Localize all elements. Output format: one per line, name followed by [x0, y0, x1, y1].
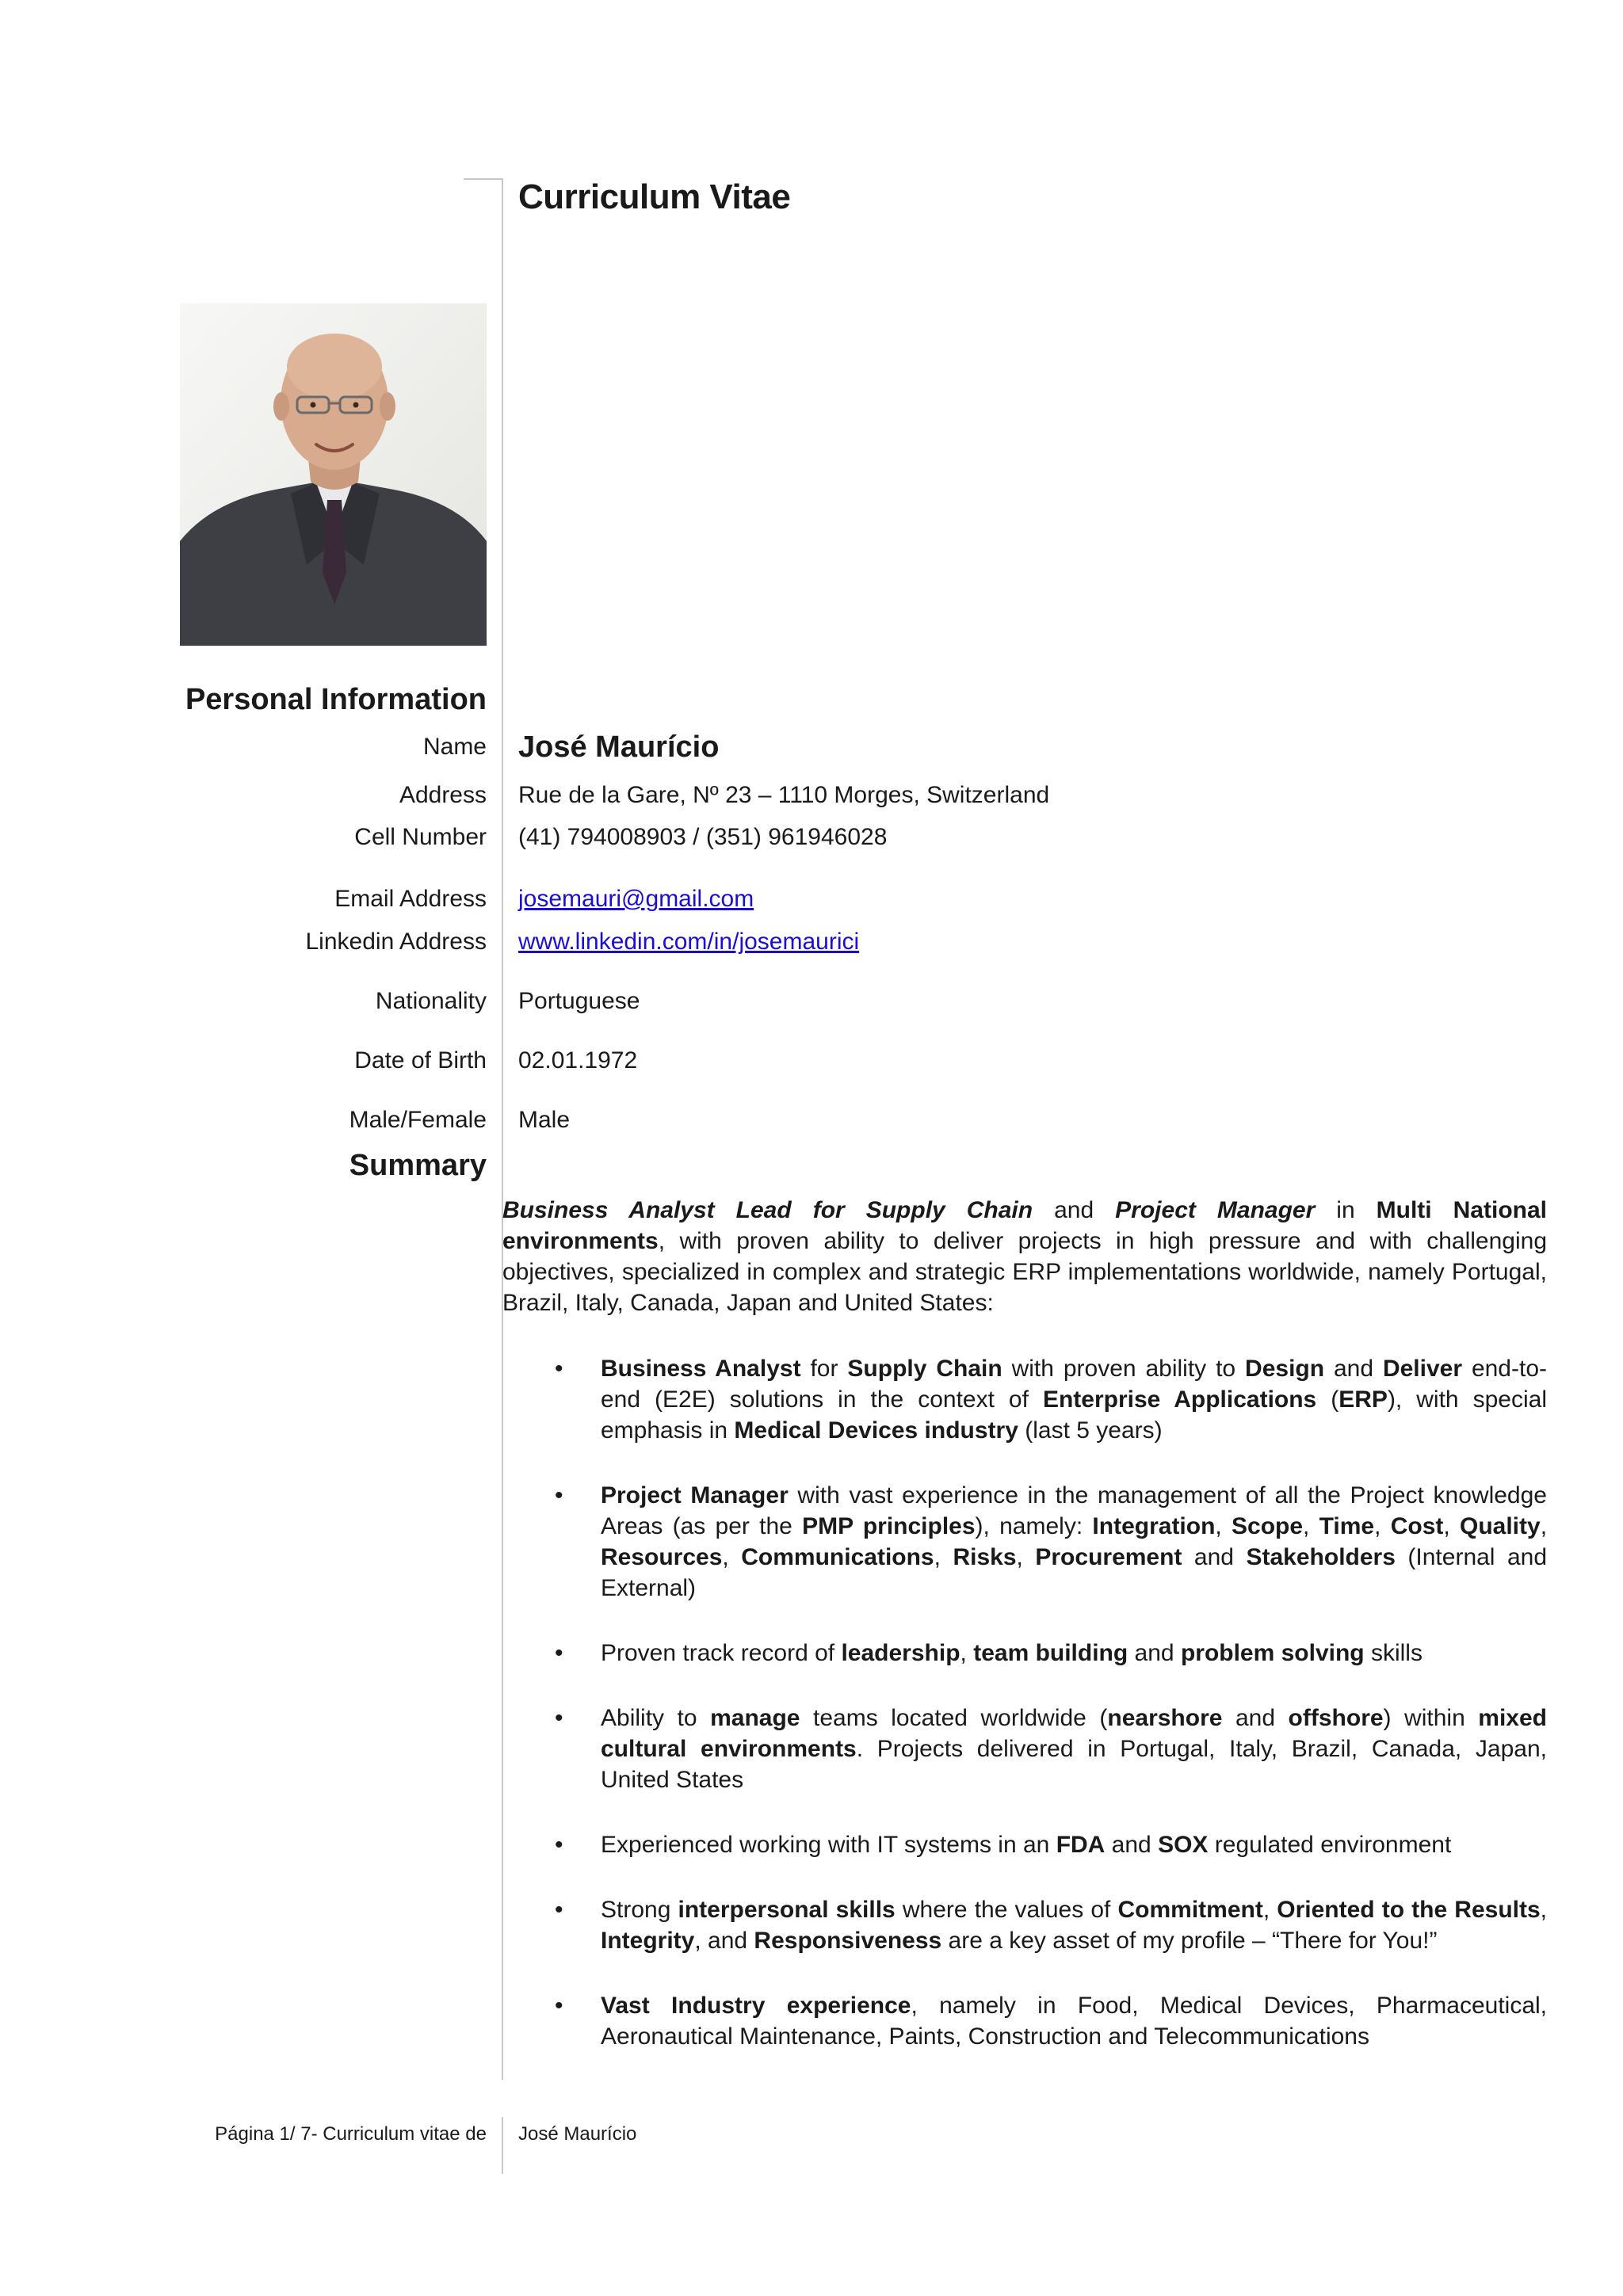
bullet-icon: • — [555, 1705, 563, 1731]
text-run: , — [1443, 1513, 1460, 1539]
text-run: Experienced working with IT systems in an — [601, 1832, 1056, 1858]
summary-bullet-item — [502, 1829, 1547, 1860]
text-run: Ability to — [601, 1705, 711, 1731]
text-run: , namely in Food, Medical Devices, Pharmaceutical, Aeronautical Maintenance, Paints, Construction and Telecommunications — [601, 1993, 1547, 2050]
page-title: Curriculum Vitae — [518, 177, 791, 216]
bold-italic-text: Business Analyst Lead for Supply Chain — [502, 1197, 1033, 1223]
bold-text: nearshore — [1107, 1705, 1223, 1731]
bold-text: Project Manager — [601, 1482, 789, 1508]
bold-text: PMP principles — [802, 1513, 976, 1539]
cell-number-label: Cell Number — [354, 824, 487, 850]
text-run: ( — [1316, 1386, 1339, 1413]
cell-number-value: (41) 794008903 / (351) 961946028 — [518, 824, 888, 850]
name-label: Name — [422, 734, 487, 760]
address-label: Address — [399, 782, 487, 808]
text-run: , with proven ability to deliver projects in high pressure and with challenging objectives, specialized in complex and strategic ERP implementations worldwide, namely Portugal, Brazil, Italy, Canada, Japan and United States: — [502, 1228, 1547, 1316]
text-run: and — [1128, 1640, 1181, 1666]
linkedin-link[interactable]: www.linkedin.com/in/josemaurici — [518, 929, 860, 955]
bold-text: FDA — [1056, 1832, 1106, 1858]
gender-label: Male/Female — [349, 1107, 487, 1133]
bold-text: Scope — [1232, 1513, 1304, 1539]
bold-text: Quality — [1459, 1513, 1541, 1539]
footer-name: José Maurício — [518, 2123, 637, 2145]
text-run: , — [960, 1640, 974, 1666]
text-run: ) within — [1383, 1705, 1479, 1731]
bold-italic-text: Project Manager — [1115, 1197, 1316, 1223]
date-of-birth-value: 02.01.1972 — [518, 1047, 638, 1074]
text-run: , and — [694, 1928, 754, 1954]
bold-text: Design — [1245, 1356, 1325, 1382]
bold-text: Integration — [1092, 1513, 1216, 1539]
text-run: in — [1315, 1197, 1377, 1223]
bold-text: Supply Chain — [847, 1356, 1002, 1382]
text-run: where the values of — [895, 1897, 1118, 1923]
text-run: end-to-end (E2E) solutions in the context of — [601, 1356, 1547, 1413]
address-value: Rue de la Gare, Nº 23 – 1110 Morges, Switzerland — [518, 782, 1050, 808]
bold-text: Commitment — [1117, 1897, 1263, 1923]
bold-text: Deliver — [1382, 1356, 1463, 1382]
text-run: with vast experience in the management of all the Project knowledge Areas (as per the — [601, 1482, 1547, 1539]
nationality-label: Nationality — [375, 988, 487, 1014]
bold-text: manage — [710, 1705, 800, 1731]
bold-text: ERP — [1338, 1386, 1388, 1413]
text-run: and — [1033, 1197, 1116, 1223]
bullet-icon: • — [555, 1640, 563, 1666]
bold-text: mixed cultural environments — [601, 1705, 1547, 1762]
bullet-icon: • — [555, 1482, 563, 1508]
bullet-icon: • — [555, 1356, 563, 1382]
summary-bullet-item — [502, 1703, 1547, 1795]
text-run: , — [934, 1544, 953, 1570]
text-run: and — [1222, 1705, 1289, 1731]
bullet-icon: • — [555, 1993, 563, 2019]
bold-text: Resources — [601, 1544, 723, 1570]
name-value: José Maurício — [518, 730, 720, 764]
text-run: , — [1540, 1897, 1548, 1923]
text-run: ), with special emphasis in — [601, 1386, 1547, 1444]
summary-bullet-item — [502, 1894, 1547, 1956]
date-of-birth-label: Date of Birth — [354, 1047, 487, 1074]
section-heading-personal: Personal Information — [185, 683, 487, 716]
bold-text: Risks — [953, 1544, 1017, 1570]
summary-bullet-item — [502, 1480, 1547, 1604]
text-run: , — [1303, 1513, 1319, 1539]
summary-bullet-item — [502, 1353, 1547, 1446]
bold-text: SOX — [1158, 1832, 1209, 1858]
text-run: with proven ability to — [1002, 1356, 1246, 1382]
text-run: Proven track record of — [601, 1640, 842, 1666]
text-run: , — [1215, 1513, 1232, 1539]
summary-intro — [502, 1195, 1547, 1318]
text-run: regulated environment — [1208, 1832, 1452, 1858]
text-run: (Internal and External) — [601, 1544, 1548, 1601]
footer-rule — [502, 2117, 503, 2174]
text-run: , — [722, 1544, 742, 1570]
text-run: Strong — [601, 1897, 678, 1923]
text-run: and — [1324, 1356, 1383, 1382]
text-run: skills — [1364, 1640, 1423, 1666]
gender-value: Male — [518, 1107, 571, 1133]
summary-bullet-list — [502, 1353, 1547, 2086]
email-label: Email Address — [334, 886, 487, 912]
text-run: are a key asset of my profile – “There for You!” — [941, 1928, 1438, 1954]
bullet-icon: • — [555, 1832, 563, 1858]
bold-text: Medical Devices industry — [734, 1417, 1018, 1444]
text-run: ), namely: — [975, 1513, 1093, 1539]
portrait-image — [180, 303, 487, 646]
email-link[interactable]: josemauri@gmail.com — [518, 886, 754, 912]
bold-text: Enterprise Applications — [1042, 1386, 1317, 1413]
bold-text: leadership — [841, 1640, 960, 1666]
column-rule-top — [464, 178, 503, 180]
linkedin-label: Linkedin Address — [305, 929, 487, 955]
section-heading-summary: Summary — [349, 1149, 487, 1182]
nationality-value: Portuguese — [518, 988, 640, 1014]
bold-text: Multi National environments — [502, 1197, 1547, 1254]
bold-text: Time — [1319, 1513, 1375, 1539]
bold-text: interpersonal skills — [678, 1897, 896, 1923]
bold-text: Oriented to the Results — [1277, 1897, 1541, 1923]
bold-text: offshore — [1288, 1705, 1384, 1731]
text-run: teams located worldwide ( — [800, 1705, 1108, 1731]
text-run: , — [1262, 1897, 1277, 1923]
bold-text: team building — [973, 1640, 1128, 1666]
bold-text: Responsiveness — [754, 1928, 942, 1954]
bold-text: Stakeholders — [1246, 1544, 1396, 1570]
text-run: . Projects delivered in Portugal, Italy, Brazil, Canada, Japan, United States — [601, 1736, 1547, 1793]
summary-bullet-item — [502, 1990, 1547, 2052]
bold-text: problem solving — [1180, 1640, 1365, 1666]
bold-text: Vast Industry experience — [601, 1993, 911, 2019]
text-run: and — [1182, 1544, 1247, 1570]
text-run: , — [1016, 1544, 1036, 1570]
text-run: and — [1105, 1832, 1159, 1858]
text-run: , — [1540, 1513, 1548, 1539]
profile-photo — [180, 303, 487, 646]
bold-text: Business Analyst — [601, 1356, 801, 1382]
bullet-icon: • — [555, 1897, 563, 1923]
summary-bullet-item — [502, 1638, 1547, 1669]
text-run: for — [800, 1356, 848, 1382]
text-run: (last 5 years) — [1018, 1417, 1163, 1444]
bold-text: Integrity — [601, 1928, 695, 1954]
bold-text: Procurement — [1035, 1544, 1182, 1570]
bold-text: Communications — [741, 1544, 934, 1570]
footer-page-info: Página 1/ 7- Curriculum vitae de — [215, 2123, 487, 2145]
bold-text: Cost — [1390, 1513, 1444, 1539]
text-run: , — [1374, 1513, 1391, 1539]
